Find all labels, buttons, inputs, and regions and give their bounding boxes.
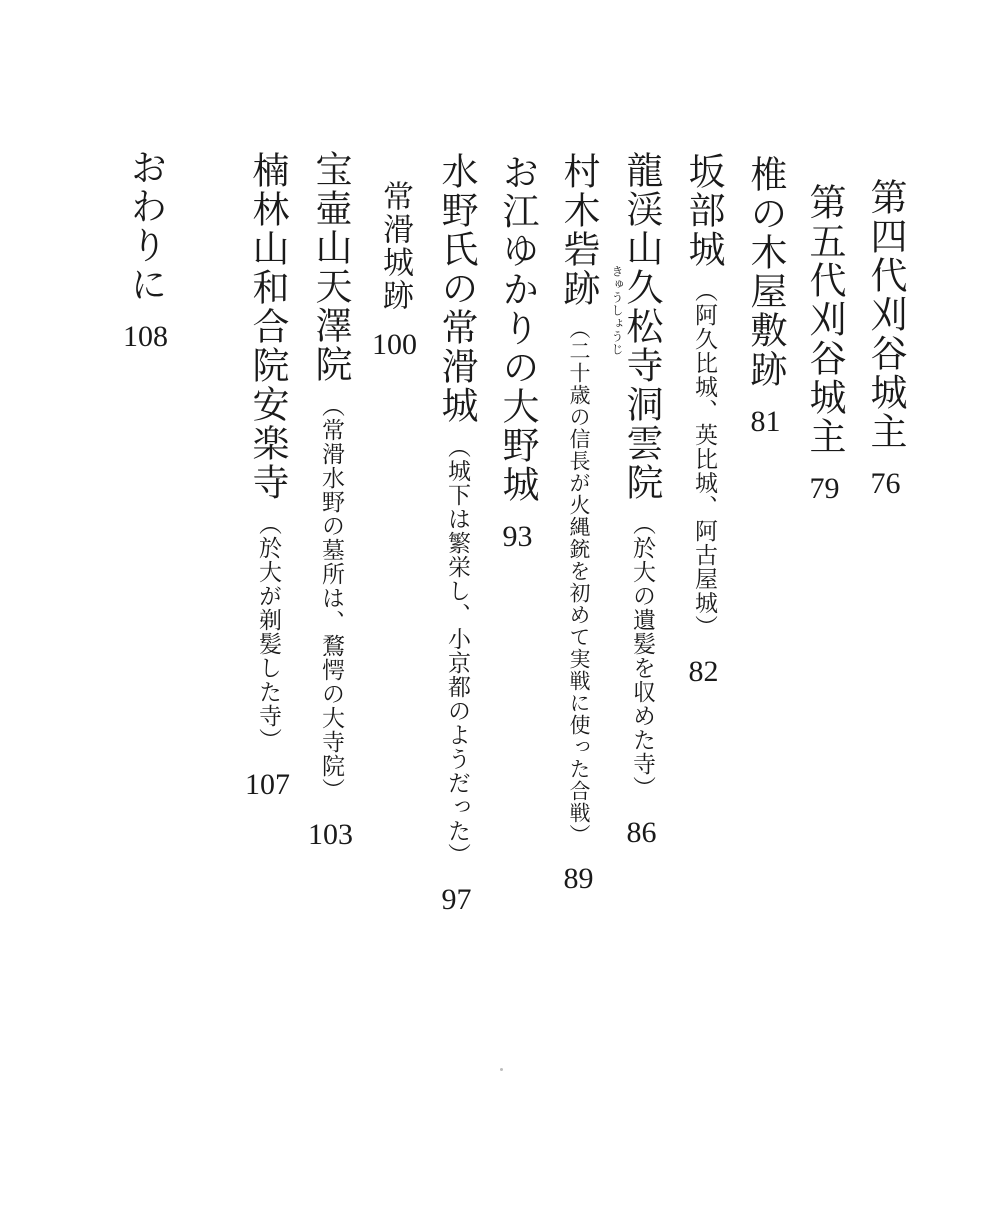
toc-entry: [496, 153, 539, 553]
toc-entry-page: 108: [123, 320, 168, 353]
toc-entry-page: 82: [688, 655, 719, 688]
toc-entry: [372, 180, 417, 360]
toc-entry-subtitle: （於大が剃髪した寺）: [255, 512, 281, 752]
toc-entry-page: 103: [308, 818, 353, 851]
toc-entry: [682, 152, 725, 688]
toc-entry-page: 81: [750, 405, 781, 438]
toc-entry-page: 79: [809, 472, 840, 505]
toc-entry: [557, 152, 600, 895]
toc-entry-title: 村木砦跡: [557, 152, 600, 308]
toc-entry-subtitle: （二十歳の信長が火縄銃を初めて実戦に使った合戦）: [567, 318, 591, 846]
toc-entry: [803, 183, 846, 505]
toc-entry: [245, 151, 290, 800]
toc-entry-title: 常滑城跡: [377, 180, 413, 312]
toc-entry: [610, 151, 663, 849]
toc-entry-title: 椎の木屋敷跡: [744, 155, 787, 389]
toc-entry: [308, 150, 353, 850]
toc-entry: [744, 155, 787, 438]
toc-entry-title: 龍渓山久松寺洞雲院: [620, 151, 663, 502]
toc-entry-subtitle: （阿久比城、英比城、阿古屋城）: [691, 279, 717, 639]
toc-entry-page: 86: [626, 816, 657, 849]
toc-entry-title: おわりに: [124, 148, 167, 304]
scan-speck: [500, 1068, 503, 1071]
toc-entry: [864, 178, 907, 500]
toc-entry-page: 93: [502, 520, 533, 553]
toc-entry-subtitle: （於大の遺髪を収めた寺）: [629, 512, 655, 800]
toc-entry-title: 楠林山和合院安楽寺: [246, 151, 289, 502]
toc-entry-page: 107: [245, 768, 290, 801]
toc-entry-page: 76: [870, 467, 901, 500]
toc-entry-page: 100: [372, 328, 417, 361]
toc-entry-title: 水野氏の常滑城: [435, 152, 478, 425]
toc-entry-ruby: きゅうしょうじ: [610, 265, 624, 356]
toc-entry: [123, 148, 168, 352]
toc-entry-subtitle: （常滑水野の墓所は、鶩愕の大寺院）: [318, 394, 344, 802]
toc-entry-page: 97: [441, 883, 472, 916]
toc-entry-subtitle: （城下は繁栄し、小京都のようだった）: [444, 435, 470, 867]
toc-entry-title: 宝壷山天澤院: [309, 150, 352, 384]
toc-entry-page: 89: [563, 862, 594, 895]
toc-entry-title: 坂部城: [682, 152, 725, 269]
toc-entry-title: 第四代刈谷城主: [864, 178, 907, 451]
toc-entry: [435, 152, 478, 916]
toc-entry-title: お江ゆかりの大野城: [496, 153, 539, 504]
toc-entry-title: 第五代刈谷城主: [803, 183, 846, 456]
